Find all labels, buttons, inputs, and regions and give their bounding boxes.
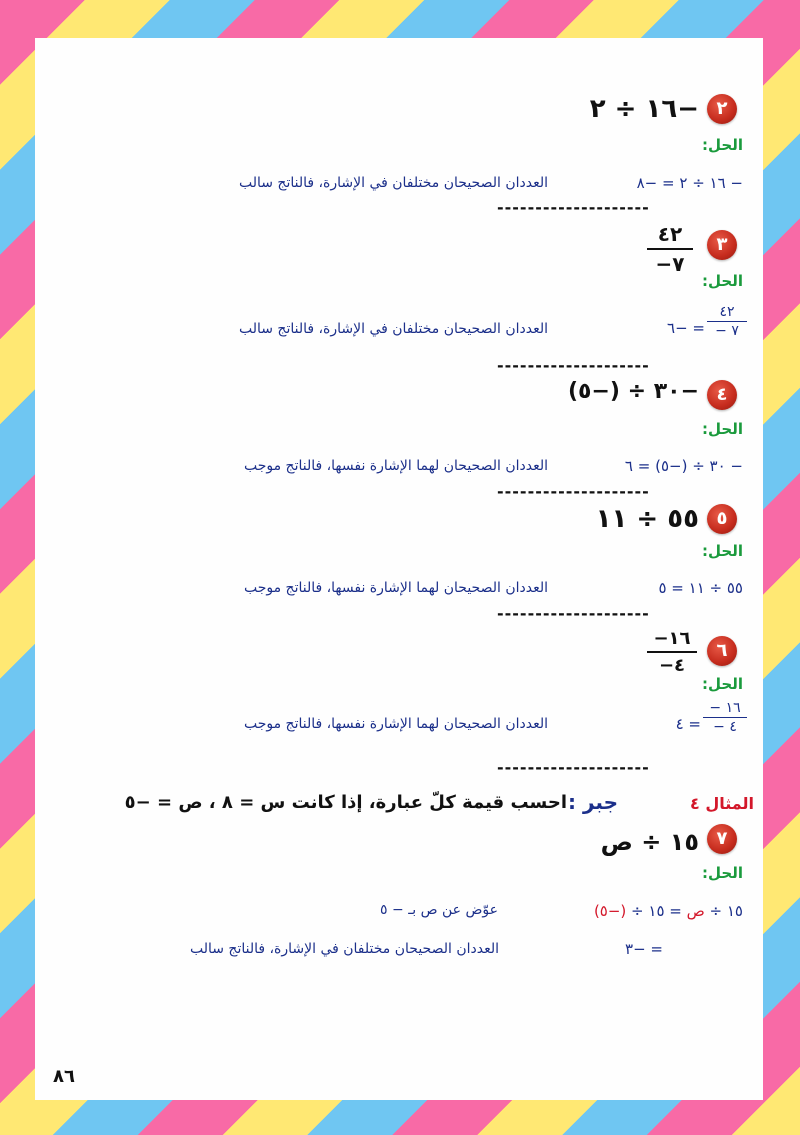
fraction-bar — [707, 321, 747, 322]
solution-label: الحل: — [702, 542, 743, 560]
result-step: = −٣ — [625, 940, 663, 958]
problem-number-badge: ٦ — [707, 636, 737, 666]
worksheet-page — [35, 38, 763, 1100]
problem-expression: ٥٥ ÷ ١١ — [595, 504, 699, 534]
fraction-denominator: − ٧ — [715, 323, 739, 339]
fraction-denominator: −٧ — [655, 252, 685, 276]
solution-reason: العددان الصحيحان لهما الإشارة نفسها، فالناتج موجب — [243, 580, 548, 596]
solution-label: الحل: — [702, 420, 743, 438]
problem-number-badge: ٧ — [707, 824, 737, 854]
solution-reason: العددان الصحيحان لهما الإشارة نفسها، فالناتج موجب — [243, 458, 548, 474]
solution-fraction — [703, 700, 747, 735]
solution-reason: العددان الصحيحان مختلفان في الإشارة، فالناتج سالب — [238, 321, 548, 337]
problem-expression: ١٥ ÷ ص — [600, 828, 699, 856]
substituted-variable: ص — [686, 902, 705, 920]
problem-number-badge: ٤ — [707, 380, 737, 410]
problem-expression: −١٦ ÷ ٢ — [589, 94, 699, 124]
separator-line: -------------------- — [497, 758, 650, 777]
substitution-note: عوّض عن ص بـ − ٥ — [380, 902, 498, 918]
separator-line: -------------------- — [497, 198, 650, 217]
fraction-numerator: − ١٦ — [709, 700, 741, 716]
example-title: جبر : — [568, 790, 618, 814]
problem-number-badge: ٢ — [707, 94, 737, 124]
solution-equation: ٥٥ ÷ ١١ = ٥ — [658, 579, 743, 597]
solution-reason: العددان الصحيحان مختلفان في الإشارة، فالناتج سالب — [238, 175, 548, 191]
solution-label: الحل: — [702, 675, 743, 693]
step-left: ١٥ ÷ — [704, 902, 743, 920]
solution-result: = −٦ — [667, 319, 705, 337]
solution-equation: − ١٦ ÷ ٢ = −٨ — [636, 174, 743, 192]
fraction-bar — [647, 248, 693, 250]
fraction-bar — [703, 717, 747, 718]
fraction-denominator: − ٤ — [713, 719, 737, 735]
solution-label: الحل: — [702, 272, 743, 290]
problem-expression: −٣٠ ÷ (−٥) — [567, 379, 699, 404]
substituted-value: (−٥) — [593, 902, 627, 920]
example-label: المثال ٤ — [690, 794, 754, 813]
fraction-denominator: −٤ — [658, 655, 686, 676]
solution-reason: العددان الصحيحان لهما الإشارة نفسها، فالناتج موجب — [243, 716, 548, 732]
solution-equation: − ٣٠ ÷ (−٥) = ٦ — [624, 457, 743, 475]
example-problem: احسب قيمة كلّ عبارة، إذا كانت س = ٨ ، ص = −٥ — [124, 792, 567, 813]
page-number: ٨٦ — [53, 1066, 75, 1087]
substitution-step — [594, 902, 743, 920]
step-middle: = ١٥ ÷ — [626, 902, 687, 920]
problem-number-badge: ٥ — [707, 504, 737, 534]
solution-result: = ٤ — [675, 715, 701, 733]
problem-fraction — [647, 222, 693, 276]
solution-fraction — [707, 304, 747, 339]
solution-label: الحل: — [702, 136, 743, 154]
problem-number-badge: ٣ — [707, 230, 737, 260]
separator-line: -------------------- — [497, 356, 650, 375]
separator-line: -------------------- — [497, 604, 650, 623]
fraction-numerator: ٤٢ — [719, 304, 735, 320]
separator-line: -------------------- — [497, 482, 650, 501]
solution-reason: العددان الصحيحان مختلفان في الإشارة، فالناتج سالب — [189, 941, 499, 957]
solution-label: الحل: — [702, 864, 743, 882]
fraction-bar — [647, 651, 697, 653]
problem-fraction — [647, 628, 697, 676]
fraction-numerator: ٤٢ — [657, 222, 683, 246]
fraction-numerator: −١٦ — [653, 628, 691, 649]
